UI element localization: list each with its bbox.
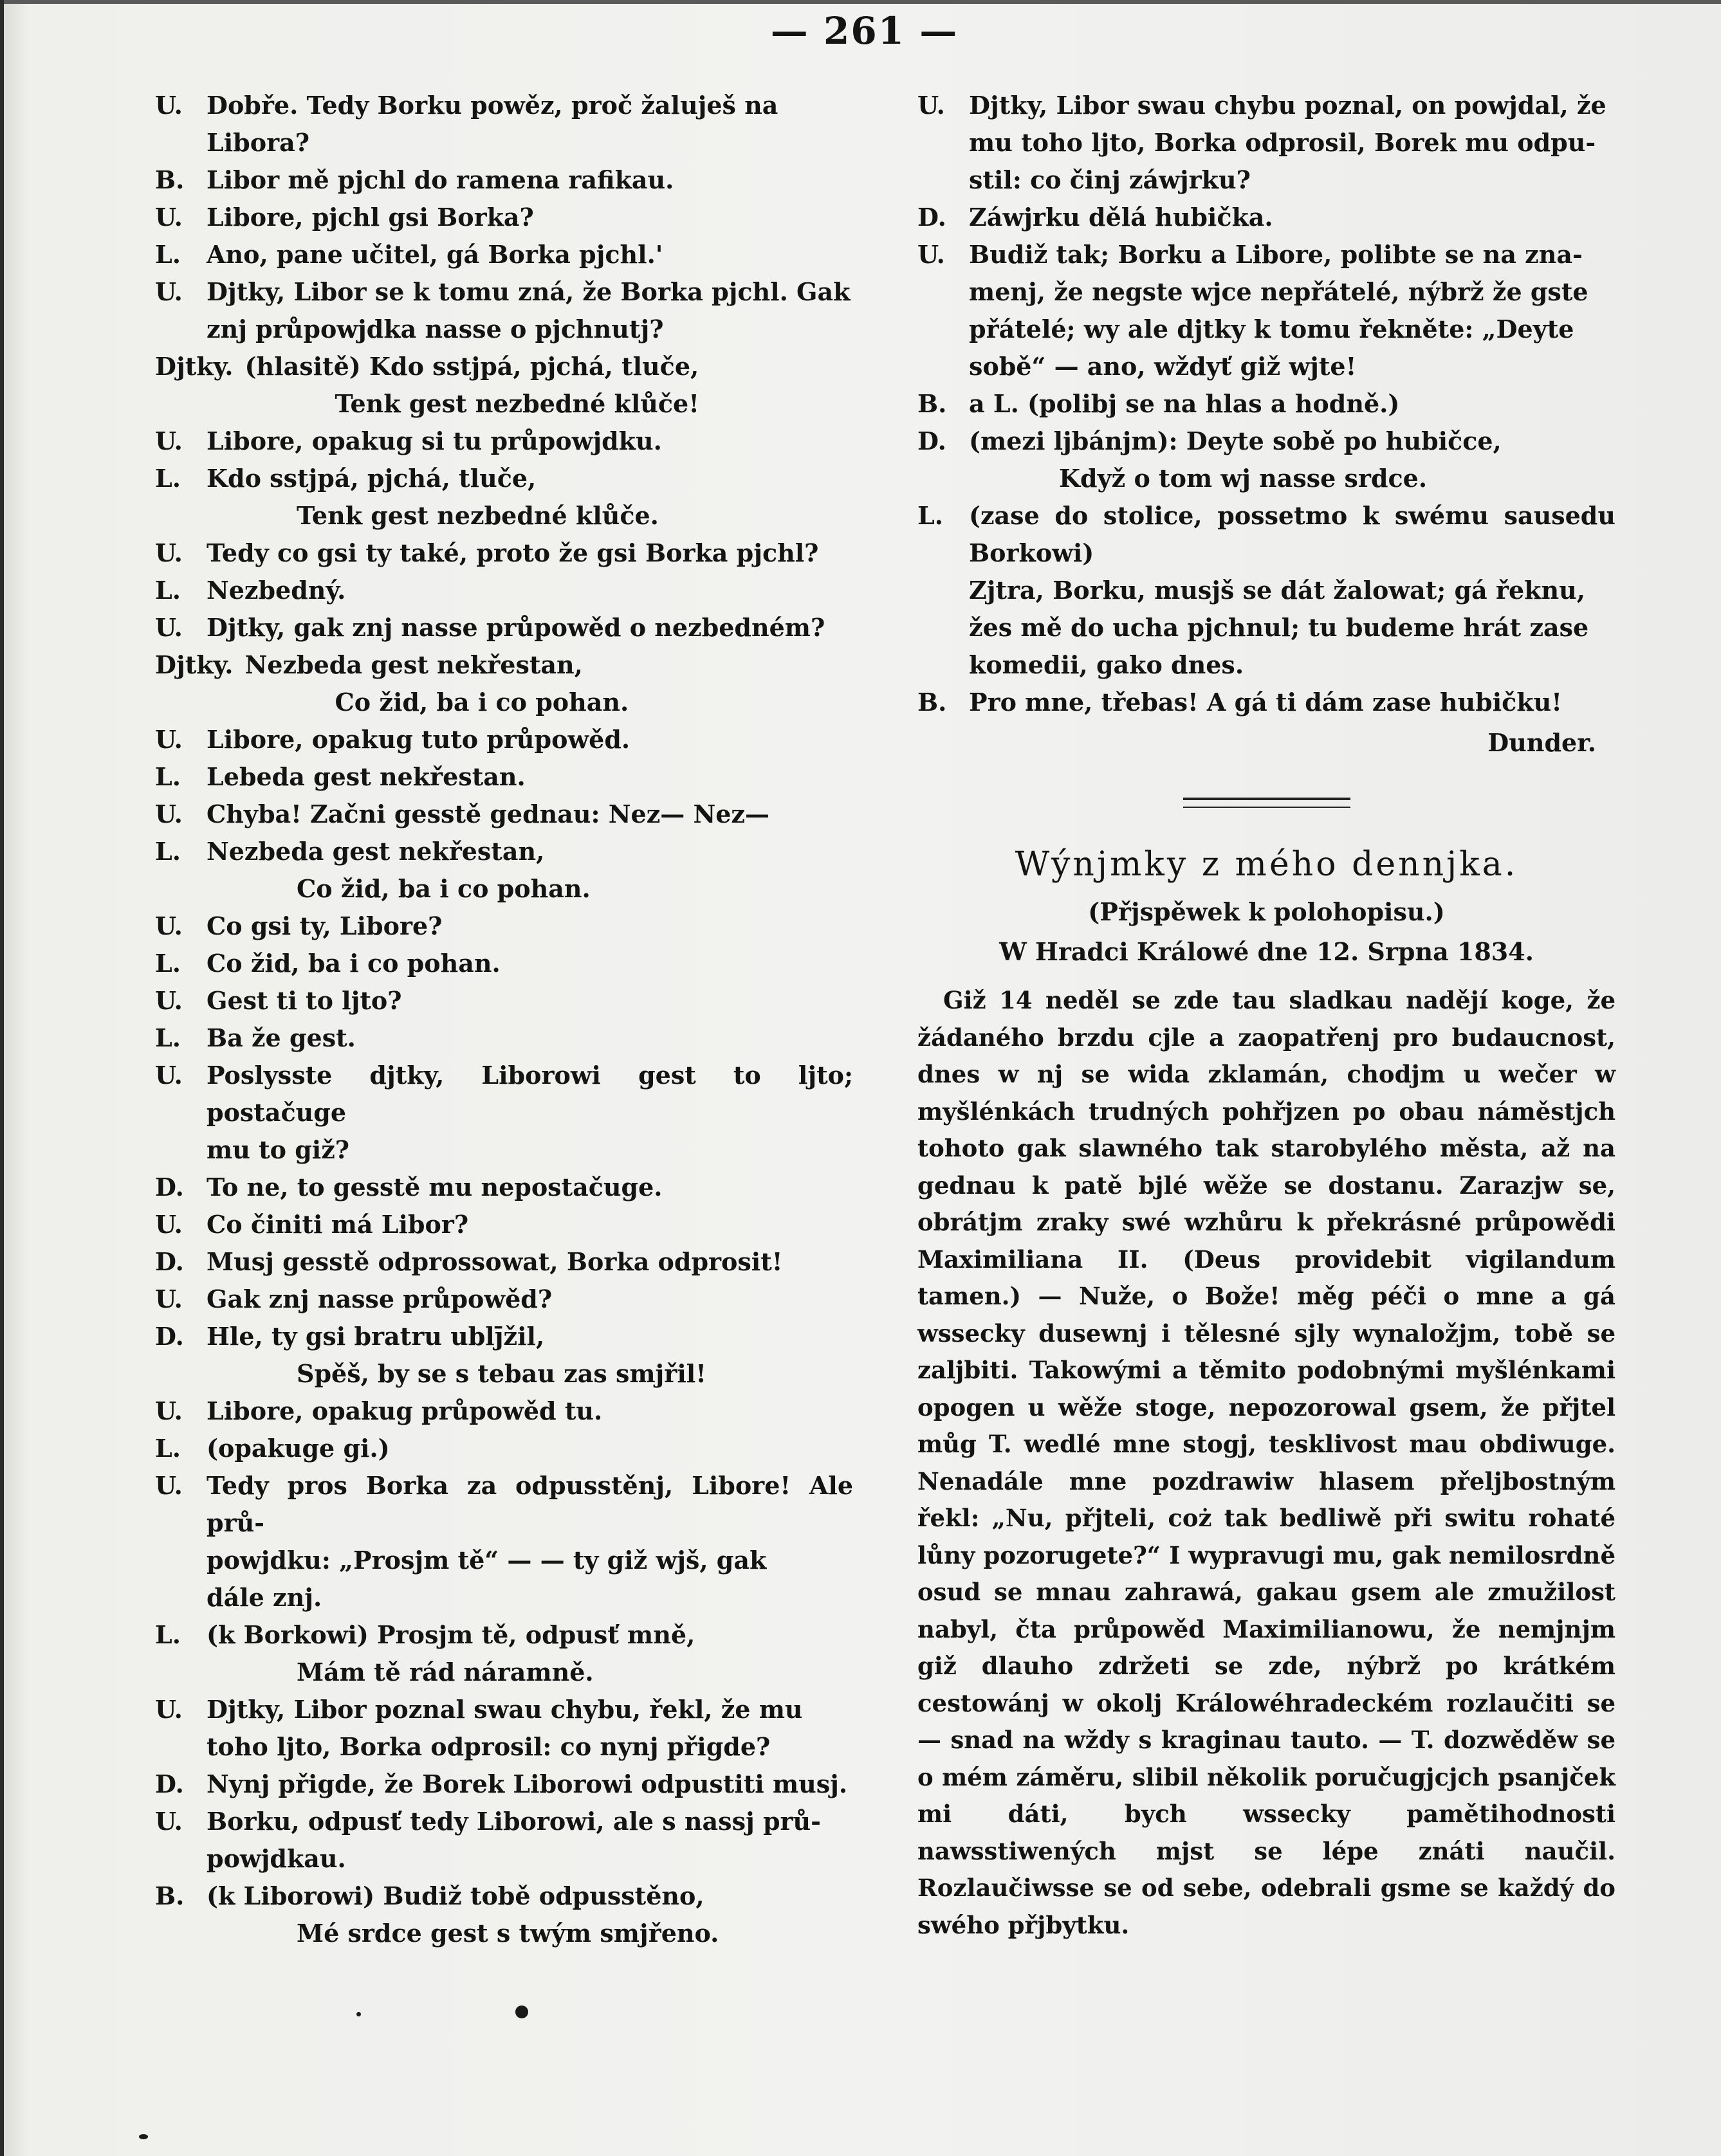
dialogue-line: Co žid, ba i co pohan. <box>207 949 501 978</box>
dialogue-entry <box>155 1803 853 1877</box>
dialogue-line: Musj gesstě odprossowat, Borka odprosit! <box>207 1247 783 1276</box>
speaker-label: B. <box>155 165 185 194</box>
dialogue-line: Djtky, Libor se k tomu zná, že Borka pjchl. Gak <box>207 277 851 306</box>
dialogue-line: Nezbedný. <box>207 576 346 605</box>
dialogue-entry <box>155 1877 853 1952</box>
speaker-label: D. <box>155 1173 184 1201</box>
speaker-label: U. <box>155 1284 183 1313</box>
dialogue-text <box>207 1393 853 1430</box>
dialogue-line: přátelé; wy ale djtky k tomu řekněte: „Deyte <box>969 315 1574 343</box>
dialogue-entry <box>155 1430 853 1467</box>
dialogue-entry <box>155 273 853 348</box>
dialogue-text <box>207 1877 853 1952</box>
dialogue-entry <box>155 1019 853 1057</box>
dialogue-entry <box>155 87 853 161</box>
dialogue-line: Tedy pros Borka za odpusstěnj, Libore! Ale prů- <box>207 1471 853 1537</box>
dialogue-line: Gest ti to ljto? <box>207 986 402 1015</box>
speaker-label: D. <box>917 203 946 232</box>
dialogue-line: Gak znj nasse průpowěd? <box>207 1284 553 1313</box>
dialogue-entry <box>155 423 853 460</box>
speaker-label: U. <box>155 613 183 642</box>
dialogue-line: Ba že gest. <box>207 1023 356 1052</box>
dialogue-line: Chyba! Začni gesstě gednau: Nez— Nez— <box>207 799 770 828</box>
speaker-label: L. <box>155 1023 181 1052</box>
dialogue-line: Nezbeda gest nekřestan, <box>244 650 583 679</box>
speaker-label: U. <box>917 240 945 269</box>
dialogue-line: mu to giž? <box>207 1135 350 1164</box>
dialogue-line: Nynj přigde, že Borek Liborowi odpustiti musj. <box>207 1769 848 1798</box>
page-number: — 261 — <box>770 9 959 53</box>
speaker-label: L. <box>155 576 181 605</box>
dialogue-entry <box>155 1281 853 1318</box>
dialogue-text <box>207 1057 853 1169</box>
speaker-label: U. <box>155 1210 183 1239</box>
dialogue-text <box>207 1691 853 1766</box>
dialogue-entry <box>155 1169 853 1206</box>
dialogue-text <box>207 721 853 758</box>
speaker-label: U. <box>155 1471 183 1500</box>
dialogue-line: toho ljto, Borka odprosil: co nynj přigde? <box>207 1732 771 1761</box>
dialogue-line: Poslysste djtky, Liborowi gest to ljto; postačuge <box>207 1061 853 1127</box>
dialogue-entry <box>155 348 853 423</box>
dialogue-text <box>207 199 853 236</box>
speaker-label: U. <box>155 725 183 754</box>
dialogue-entry <box>917 199 1615 236</box>
dialogue-line: Spěš, by se s tebau zas smjřil! <box>297 1359 706 1388</box>
speaker-label: L. <box>155 949 181 978</box>
dialogue-line: Pro mne, třebas! A gá ti dám zase hubičku! <box>969 688 1562 717</box>
dialogue-line: Co činiti má Libor? <box>207 1210 469 1239</box>
left-column <box>155 87 853 1952</box>
dialogue-text <box>245 348 853 423</box>
dialogue-line: a L. (polibj se na hlas a hodně.) <box>969 389 1400 418</box>
dialogue-entry <box>917 87 1615 199</box>
dialogue-text <box>207 1019 853 1057</box>
dialogue-line: Libore, opakug si tu průpowjdku. <box>207 426 662 455</box>
speaker-label: Djtky. <box>155 650 234 679</box>
dialogue-line: (zase do stolice, possetmo k swému sausedu Borkowi) <box>969 501 1615 567</box>
dialogue-line: Dobře. Tedy Borku powěz, proč žaluješ na <box>207 91 778 120</box>
dialogue-entry <box>155 1206 853 1243</box>
dialogue-line: (opakuge gi.) <box>207 1434 390 1463</box>
dialogue-line: powjdku: „Prosjm tě“ — — ty giž wjš, gak <box>207 1546 767 1575</box>
dialogue-text <box>969 87 1615 199</box>
speaker-label: L. <box>155 1434 181 1463</box>
dialogue-text <box>207 572 853 609</box>
dialogue-text <box>207 1430 853 1467</box>
dialogue-entry <box>155 199 853 236</box>
dialogue-line: Tedy co gsi ty také, proto že gsi Borka pjchl? <box>207 538 819 567</box>
dialogue-text <box>969 497 1615 684</box>
speaker-label: D. <box>155 1769 184 1798</box>
dialogue-entry <box>155 1318 853 1393</box>
dialogue-entry <box>155 721 853 758</box>
dialogue-line: Tenk gest nezbedné klůče! <box>335 389 699 418</box>
dialogue-text <box>207 87 853 161</box>
speaker-label: D. <box>155 1247 184 1276</box>
dialogue-entry <box>155 796 853 833</box>
dialogue-text <box>207 982 853 1019</box>
dialogue-text <box>207 1243 853 1281</box>
dialogue-entry <box>155 758 853 796</box>
dialogue-line: To ne, to gesstě mu nepostačuge. <box>207 1173 663 1201</box>
speaker-label: U. <box>155 277 183 306</box>
right-column <box>917 87 1615 1944</box>
speaker-label: U. <box>155 911 183 940</box>
dialogue-text <box>207 609 853 646</box>
dialogue-text <box>245 646 853 721</box>
dialogue-entry <box>155 1766 853 1803</box>
dialogue-entry <box>917 236 1615 385</box>
speaker-label: L. <box>155 837 181 866</box>
dialogue-line: stil: co činj záwjrku? <box>969 165 1251 194</box>
speaker-label: L. <box>917 501 943 530</box>
dialogue-line: Co žid, ba i co pohan. <box>297 874 591 903</box>
dialogue-text <box>207 945 853 982</box>
dialogue-entry <box>155 945 853 982</box>
speaker-label: Djtky. <box>155 352 234 381</box>
dialogue-line: znj průpowjdka nasse o pjchnutj? <box>207 315 664 343</box>
dialogue-text <box>207 796 853 833</box>
dialogue-entry <box>917 385 1615 423</box>
dialogue-line: Libore, opakug tuto průpowěd. <box>207 725 630 754</box>
speaker-label: D. <box>917 426 946 455</box>
ink-blot <box>515 2005 528 2018</box>
dialogue-text <box>207 758 853 796</box>
dialogue-entry <box>155 1243 853 1281</box>
article-paragraph: Giž 14 neděl se zde tau sladkau nadějí koge, že žádaného brzdu cjle a zaopatřenj pro budaucnost, dnes w nj se wida zklamán, chodjm u wečer w myšlénkách trudných pohřjzen po obau náměstjch tohoto gak slawného tak starobylého města, až na gednau k patě bjlé wěže se dostanu. Zarazjw se, obrátjm zraky swé wzhůru k překrásné průpowědi Maximiliana II. (Deus providebit vigilandum tamen.) — Nuže, o Bože! měg péči o mne a gá wssecky dusewnj i tělesné sjly wynaložjm, tobě se zaljbiti. Takowými a těmito podobnými myšlénkami opogen u wěže stoge, nepozorowal gsem, že přjtel můg T. wedlé mne stogj, tesklivost mau obdiwuge. Nenadále mne pozdrawiw hlasem přeljbostným řekl: „Nu, přjteli, coż tak bedliwě při switu rohaté lůny pozorugete?“ I wypravugi mu, gak nemilosrdně osud se mnau zahrawá, gakau gsem ale zmužilost nabyl, čta průpowěd Maximilianowu, že nemjnjm giž dlauho zdržeti se zde, nýbrž po krátkém cestowánj w okolj Králowéhradeckém rozlaučiti se — snad na wždy s kraginau tauto. — T. dozwěděw se o mém záměru, slibil několik poručugjcjch psanjček mi dáti, bych wssecky pamětihodnosti nawsstiwených mjst se lépe znáti naučil. Rozlaučiwsse se od sebe, odebrali gsme se každý do swého přjbytku. <box>917 986 1615 1939</box>
dialogue-entry <box>155 609 853 646</box>
speaker-label: U. <box>155 538 183 567</box>
dialogue-line: Záwjrku dělá hubička. <box>969 203 1273 232</box>
dialogue-text <box>969 684 1615 721</box>
article-subtitle: (Přjspěwek k polohopisu.) <box>1088 897 1445 926</box>
top-border <box>4 0 1721 4</box>
dialogue-text <box>207 1318 853 1393</box>
dialogue-entry <box>155 534 853 572</box>
speaker-label: B. <box>917 688 947 717</box>
dialogue-text <box>207 534 853 572</box>
dialogue-text <box>207 423 853 460</box>
dialogue-entry <box>917 684 1615 721</box>
dialogue-text <box>207 1281 853 1318</box>
dialogue-text <box>207 161 853 199</box>
dialogue-line: Budiž tak; Borku a Libore, polibte se na zna- <box>969 240 1583 269</box>
speaker-label: L. <box>155 1620 181 1649</box>
speaker-label: U. <box>155 799 183 828</box>
speaker-label: U. <box>155 203 183 232</box>
dialogue-line: dále znj. <box>207 1583 322 1612</box>
dialogue-line: Borku, odpusť tedy Liborowi, ale s nassj prů- <box>207 1807 821 1836</box>
dialogue-line: Lebeda gest nekřestan. <box>207 762 526 791</box>
divider-rule <box>1183 798 1350 808</box>
dialogue-text <box>207 1616 853 1691</box>
speaker-label: U. <box>155 1061 183 1090</box>
dialogue-line: Libore, opakug průpowěd tu. <box>207 1396 603 1425</box>
speaker-label: U. <box>917 91 945 120</box>
dialogue-line: žes mě do ucha pjchnul; tu budeme hrát zase <box>969 613 1589 642</box>
dialogue-line: Libore, pjchl gsi Borka? <box>207 203 534 232</box>
speaker-label: L. <box>155 240 181 269</box>
dialogue-continuation <box>917 87 1615 721</box>
dialogue-line: powjdkau. <box>207 1844 346 1873</box>
ink-speck <box>356 2012 361 2016</box>
speaker-label: B. <box>917 389 947 418</box>
dialogue-line: Djtky, Libor swau chybu poznal, on powjdal, že <box>969 91 1606 120</box>
dialogue-entry <box>155 1393 853 1430</box>
dialogue-line: (mezi ljbánjm): Deyte sobě po hubičce, <box>969 426 1502 455</box>
dialogue-text <box>207 1169 853 1206</box>
article-place-date: W Hradci Králowé dne 12. Srpna 1834. <box>999 937 1534 966</box>
dialogue-text <box>969 385 1615 423</box>
dialogue-line: (hlasitě) Kdo sstjpá, pjchá, tluče, <box>244 352 699 381</box>
dialogue-line: Libor mě pjchl do ramena rafikau. <box>207 165 674 194</box>
speaker-label: D. <box>155 1322 184 1351</box>
speaker-label: B. <box>155 1881 185 1910</box>
dialogue-entry <box>917 423 1615 497</box>
article-title: Wýnjmky z mého dennjka. <box>1015 845 1518 884</box>
speaker-label: L. <box>155 762 181 791</box>
dialogue-entry <box>155 646 853 721</box>
dialogue-entry <box>155 833 853 908</box>
speaker-label: U. <box>155 1695 183 1724</box>
dialogue-line: mu toho ljto, Borka odprosil, Borek mu odpu- <box>969 128 1596 157</box>
speaker-label: U. <box>155 1807 183 1836</box>
ink-speck-lower <box>139 2134 148 2139</box>
dialogue-line: Co žid, ba i co pohan. <box>335 688 629 717</box>
dialogue-line: komedii, gako dnes. <box>969 650 1244 679</box>
dialogue-text <box>207 1803 853 1877</box>
dialogue-line: (k Borkowi) Prosjm tě, odpusť mně, <box>207 1620 695 1649</box>
dialogue-line: Hle, ty gsi bratru ublj̄žil, <box>207 1322 545 1351</box>
dialogue-text <box>207 460 853 534</box>
dialogue-line: Mé srdce gest s twým smjřeno. <box>297 1919 719 1948</box>
dialogue-line: sobě“ — ano, wždyť giž wjte! <box>969 352 1357 381</box>
dialogue-line: Nezbeda gest nekřestan, <box>207 837 545 866</box>
dialogue-line: Djtky, gak znj nasse průpowěd o nezbedném? <box>207 613 825 642</box>
dialogue-text <box>207 1206 853 1243</box>
dialogue-line: Kdo sstjpá, pjchá, tluče, <box>207 464 537 493</box>
speaker-label: U. <box>155 1396 183 1425</box>
dialogue-entry <box>155 572 853 609</box>
dialogue-line: Tenk gest nezbedné klůče. <box>297 501 659 530</box>
dialogue-line: Mám tě rád náramně. <box>297 1658 594 1686</box>
dialogue-entry <box>155 161 853 199</box>
section-divider <box>917 785 1615 814</box>
speaker-label: U. <box>155 91 183 120</box>
dialogue-entry <box>917 497 1615 684</box>
dialogue-entry <box>155 1691 853 1766</box>
dialogue-text <box>207 833 853 908</box>
dialogue-line: Ano, pane učitel, gá Borka pjchl.' <box>207 240 663 269</box>
dialogue-text <box>207 236 853 273</box>
dialogue-entry <box>155 236 853 273</box>
dialogue-entry <box>155 982 853 1019</box>
dialogue-text <box>969 236 1615 385</box>
dialogue-entry <box>155 1467 853 1616</box>
dialogue-line: (k Liborowi) Budiž tobě odpusstěno, <box>207 1881 704 1910</box>
dialogue-entry <box>155 1616 853 1691</box>
dialogue-line: Djtky, Libor poznal swau chybu, řekl, že mu <box>207 1695 803 1724</box>
dialogue-text <box>207 1766 853 1803</box>
dialogue-text <box>207 273 853 348</box>
speaker-label: U. <box>155 426 183 455</box>
dialogue-line: Libora? <box>207 128 309 157</box>
dialogue-text <box>969 199 1615 236</box>
dialogue-text <box>969 423 1615 497</box>
dialogue-text <box>207 908 853 945</box>
dialogue-entry <box>155 460 853 534</box>
dialogue-line: Zjtra, Borku, musjš se dát žalowat; gá řeknu, <box>969 576 1585 605</box>
dialogue-text <box>207 1467 853 1616</box>
dialogue-entry <box>155 908 853 945</box>
dialogue-line: menj, že negste wjce nepřátelé, nýbrž že gste <box>969 277 1588 306</box>
dialogue-line: Když o tom wj nasse srdce. <box>1059 464 1428 493</box>
dialogue-entry <box>155 1057 853 1169</box>
dialogue-line: Co gsi ty, Libore? <box>207 911 443 940</box>
speaker-label: L. <box>155 464 181 493</box>
speaker-label: U. <box>155 986 183 1015</box>
author-signature: Dunder. <box>1487 728 1596 757</box>
